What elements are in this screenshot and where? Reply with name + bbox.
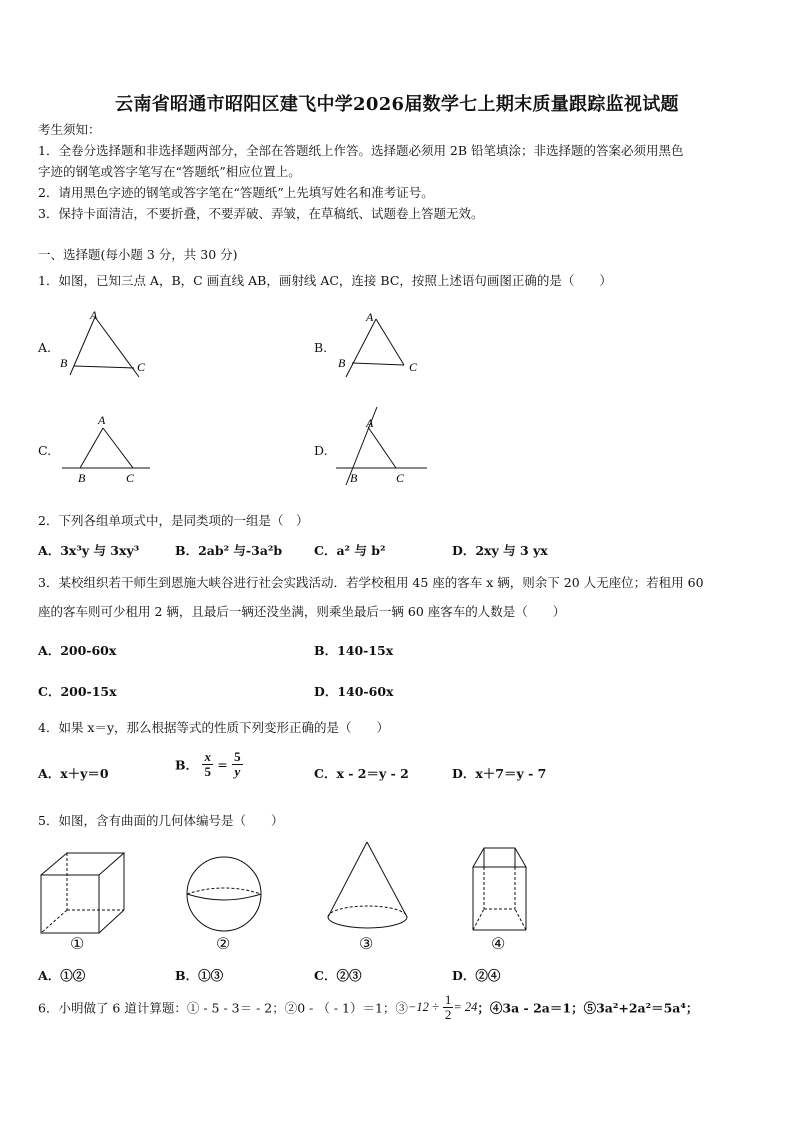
q4-equals-sign: = xyxy=(217,757,228,772)
q1-figure-a xyxy=(58,305,168,380)
q4-option-b-label: B． xyxy=(175,757,199,773)
point-label-a: A xyxy=(98,413,106,427)
q5-option-a: A．①② xyxy=(38,968,86,983)
q4-fraction-left: $\frac{x}{5}$ xyxy=(204,749,211,779)
q3-option-a: A．200-60x xyxy=(38,643,117,658)
shape-label-3: ③ xyxy=(359,934,374,953)
q4-option-d: D．x＋7＝y - 7 xyxy=(452,766,547,781)
q2-option-c: C．a² 与 b² xyxy=(314,543,386,558)
prism-figure xyxy=(470,845,530,935)
point-label-b: B xyxy=(350,471,358,485)
q1-stem: 1．如图，已知三点 A，B，C 画直线 AB，画射线 AC，连接 BC，按照上述语句画图正确的是（ ） xyxy=(38,273,612,288)
q6-fraction: $\frac{1}{2}$ xyxy=(444,992,452,1022)
q6-expr-3b: = 24 xyxy=(453,1000,478,1014)
q5-option-d: D．②④ xyxy=(452,968,501,983)
shape-label-1: ① xyxy=(70,934,85,953)
q1-option-c-label: C. xyxy=(38,443,52,458)
q4-option-b xyxy=(175,750,243,779)
q1-figure-b xyxy=(332,305,442,380)
notice-line-3: 2．请用黑色字迹的钢笔或答字笔在“答题纸”上先填写姓名和准考证号。 xyxy=(38,185,434,200)
q6-line xyxy=(38,993,698,1022)
q4-option-a: A．x＋y＝0 xyxy=(38,766,109,781)
notice-line-4: 3．保持卡面清洁，不要折叠，不要弄破、弄皱，在草稿纸、试题卷上答题无效。 xyxy=(38,206,484,221)
q6-expr-3a: −12 ÷ xyxy=(407,1000,439,1014)
q3-stem-line-2: 座的客车则可少租用 2 辆，且最后一辆还没坐满，则乘坐最后一辆 60 座客车的人数是（ ） xyxy=(38,604,566,619)
point-label-c: C xyxy=(126,471,135,485)
q3-stem-line-1: 3．某校组织若干师生到恩施大峡谷进行社会实践活动．若学校租用 45 座的客车 x 辆，则余下 20 人无座位；若租用 60 xyxy=(38,575,704,590)
q5-stem: 5．如图，含有曲面的几何体编号是（ ） xyxy=(38,813,284,828)
q2-option-a: A．3x³y 与 3xy³ xyxy=(38,543,140,558)
q3-option-d: D．140-60x xyxy=(314,684,394,699)
shape-label-4: ④ xyxy=(491,934,506,953)
section-heading: 一、选择题(每小题 3 分，共 30 分) xyxy=(38,247,238,262)
notice-line-1: 1．全卷分选择题和非选择题两部分，全部在答题纸上作答。选择题必须用 2B 铅笔填涂；非选择题的答案必须用黑色 xyxy=(38,143,684,158)
point-label-b: B xyxy=(338,356,346,370)
q5-option-c: C．②③ xyxy=(314,968,362,983)
q3-option-c: C．200-15x xyxy=(38,684,117,699)
cone-figure xyxy=(325,840,415,935)
q1-figure-d xyxy=(332,405,442,485)
q5-option-b: B．①③ xyxy=(175,968,224,983)
q2-option-b: B．2ab² 与-3a²b xyxy=(175,543,283,558)
q1-option-d-label: D. xyxy=(314,443,328,458)
point-label-a: A xyxy=(366,310,374,324)
q4-fraction-right: $\frac{5}{y}$ xyxy=(234,749,241,779)
notice-heading: 考生须知： xyxy=(38,122,101,137)
q1-figure-c xyxy=(58,410,168,485)
q1-option-a-label: A. xyxy=(38,340,52,355)
q6-part-4: ；④3a - 2a＝1；⑤3a²+2a²＝5a⁴； xyxy=(477,1000,699,1016)
q1-option-b-label: B. xyxy=(314,340,328,355)
cube-figure xyxy=(38,850,128,935)
q4-stem: 4．如果 x＝y，那么根据等式的性质下列变形正确的是（ ） xyxy=(38,720,390,735)
point-label-a: A xyxy=(90,308,98,322)
q2-stem: 2．下列各组单项式中，是同类项的一组是（ ） xyxy=(38,513,309,528)
point-label-b: B xyxy=(78,471,86,485)
q4-option-c: C．x - 2＝y - 2 xyxy=(314,766,409,781)
point-label-c: C xyxy=(396,471,405,485)
point-label-c: C xyxy=(137,360,146,374)
shape-label-2: ② xyxy=(216,934,231,953)
q6-part-1: 6．小明做了 6 道计算题：① - 5 - 3＝ - 2；②0 - （ - 1）＝1；③ xyxy=(38,1000,408,1016)
sphere-figure xyxy=(185,855,265,935)
point-label-a: A xyxy=(366,416,374,430)
point-label-b: B xyxy=(60,356,68,370)
point-label-c: C xyxy=(409,360,418,374)
notice-line-2: 字迹的钢笔或答字笔写在“答题纸”相应位置上。 xyxy=(38,164,301,179)
q2-option-d: D．2xy 与 3 yx xyxy=(452,543,548,558)
page-title: 云南省昭通市昭阳区建飞中学2026届数学七上期末质量跟踪监视试题 xyxy=(115,94,679,115)
q3-option-b: B．140-15x xyxy=(314,643,394,658)
